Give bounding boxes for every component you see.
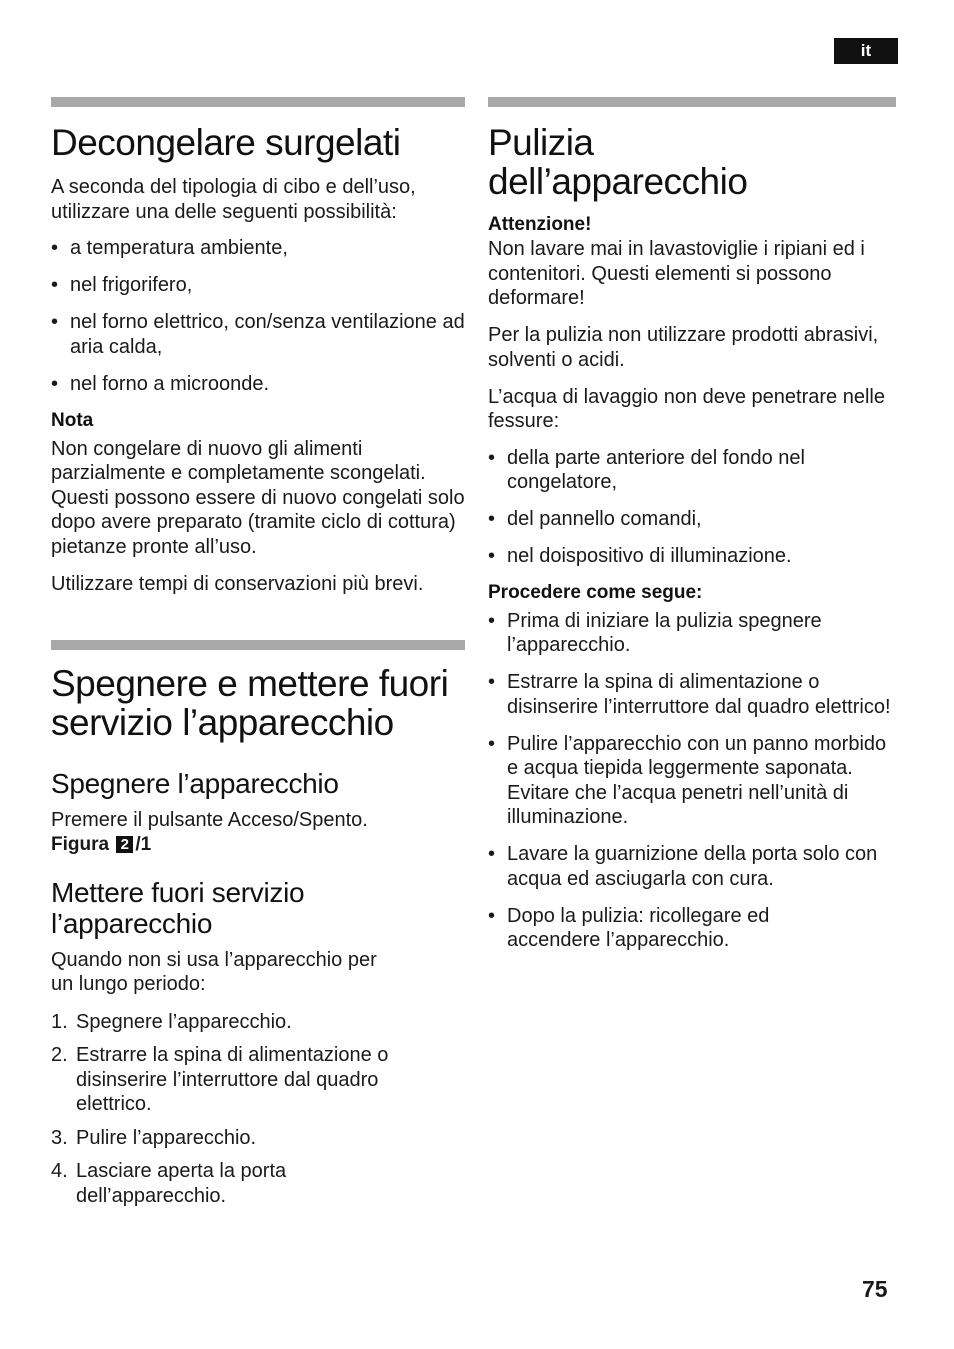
- list-item: • Pulire l’apparecchio con un panno morbido e acqua tiepida leggermente saponata. Evitare che l’acqua penetri nell’unità di illuminazione.: [488, 732, 896, 830]
- switch-off-subtitle: Spegnere l’apparecchio: [51, 768, 339, 799]
- cleaning-title: Pulizia dell’apparecchio: [488, 122, 748, 202]
- list-item: [51, 1010, 441, 1035]
- defrost-intro: A seconda del tipologia di cibo e dell’uso, utilizzare una delle seguenti possibilità:: [51, 176, 416, 223]
- step-number: 2.: [51, 1044, 68, 1066]
- figure-suffix: /1: [135, 833, 152, 855]
- attention-text: Non lavare mai in lavastoviglie i ripiani ed i contenitori. Questi elementi si possono deformare!: [488, 238, 865, 309]
- figure-number-box: 2: [116, 836, 133, 853]
- procedure-list: [488, 609, 896, 953]
- step-text: Spegnere l’apparecchio.: [76, 1010, 292, 1033]
- no-abrasives-text: Per la pulizia non utilizzare prodotti abrasivi, solventi o acidi.: [488, 324, 879, 371]
- note-text: Non congelare di nuovo gli alimenti parzialmente e completamente scongelati. Questi possono essere di nuovo congelati solo dopo avere preparato (tramite ciclo di cottura) pietanze pronte all’uso.: [51, 437, 465, 558]
- step-text: Lasciare aperta la porta dell’apparecchio.: [76, 1160, 287, 1207]
- right-column: [488, 97, 896, 953]
- step-text: Estrarre la spina di alimentazione o disinserire l’interruttore dal quadro elettrico.: [76, 1044, 389, 1115]
- list-item: • nel frigorifero,: [51, 273, 465, 298]
- list-item: • della parte anteriore del fondo nel congelatore,: [488, 446, 896, 495]
- step-number: 3.: [51, 1126, 68, 1149]
- defrost-options-list: [51, 236, 465, 397]
- list-item: • Lavare la guarnizione della porta solo con acqua ed asciugarla con cura.: [488, 842, 896, 891]
- list-item: [51, 1126, 441, 1151]
- switch-off-text: Premere il pulsante Acceso/Spento.: [51, 809, 368, 831]
- language-badge: it: [834, 38, 898, 64]
- section-rule: [51, 640, 465, 650]
- list-item: [51, 1159, 441, 1208]
- section-rule: [51, 97, 465, 107]
- decommission-intro: Quando non si usa l’apparecchio per un lungo periodo:: [51, 948, 377, 995]
- step-number: 4.: [51, 1160, 68, 1182]
- step-number: 1.: [51, 1010, 68, 1033]
- list-item: • nel forno a microonde.: [51, 372, 465, 397]
- procedure-label: Procedere come segue:: [488, 581, 703, 603]
- list-item: • Estrarre la spina di alimentazione o disinserire l’interruttore dal quadro elettrico!: [488, 670, 896, 719]
- decommission-subtitle: Mettere fuori servizio l’apparecchio: [51, 876, 305, 939]
- list-item: • del pannello comandi,: [488, 507, 896, 532]
- page-number: 75: [862, 1276, 888, 1302]
- list-item: • Dopo la pulizia: ricollegare ed accendere l’apparecchio.: [488, 904, 807, 953]
- list-item: • nel forno elettrico, con/senza ventilazione ad aria calda,: [51, 310, 465, 359]
- water-items-list: [488, 446, 896, 569]
- list-item: • nel doispositivo di illuminazione.: [488, 544, 896, 569]
- water-note-text: L’acqua di lavaggio non deve penetrare nelle fessure:: [488, 385, 885, 432]
- attention-label: Attenzione!: [488, 214, 592, 235]
- figure-reference: [51, 833, 465, 857]
- section-rule: [488, 97, 896, 107]
- left-column: [51, 97, 465, 1208]
- figure-prefix: Figura: [51, 833, 110, 855]
- note-label: Nota: [51, 409, 94, 431]
- defrost-title: Decongelare surgelati: [51, 122, 401, 163]
- list-item: [51, 1043, 441, 1117]
- list-item: • a temperatura ambiente,: [51, 236, 465, 261]
- defrost-tip: Utilizzare tempi di conservazioni più brevi.: [51, 572, 424, 595]
- decommission-steps: [51, 1010, 441, 1209]
- list-item: • Prima di iniziare la pulizia spegnere l’apparecchio.: [488, 609, 896, 658]
- switchoff-title: Spegnere e mettere fuori servizio l’apparecchio: [51, 663, 449, 743]
- step-text: Pulire l’apparecchio.: [76, 1126, 257, 1149]
